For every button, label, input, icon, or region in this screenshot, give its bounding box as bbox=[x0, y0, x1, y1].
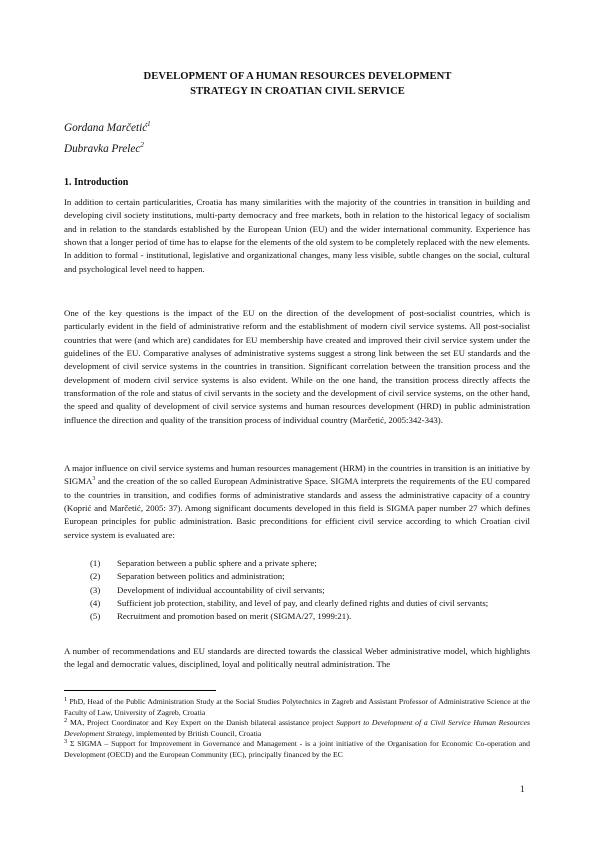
author-name: Dubravka Prelec bbox=[64, 143, 141, 155]
list-text: Separation between a public sphere and a private sphere; bbox=[117, 558, 317, 568]
footnote-mark: 3 bbox=[64, 738, 68, 745]
list-text: Development of individual accountability of civil servants; bbox=[117, 584, 325, 595]
paragraph-3-text-a: A major influence on civil service systems and human resources management (HRM) in the countries in transition is an initiative by SIGMA bbox=[64, 463, 530, 487]
footnote-text: , implemented by British Council, Croatia bbox=[132, 728, 262, 738]
paragraph-2: One of the key questions is the impact of the EU on the direction of the development of post-socialist countries, which is particularly evident in the field of administrative reform and the establishment of modern civil service systems. All post-socialist countries that were (and which are) candidates for EU membership have created and improved their civil service system under the guidelines of the EU. Comparative analyses of administrative systems suggest a strong link between the set EU standards and the development of civil service systems in the countries in transition. Significant correlation between the transition process and the development of modern civil service systems is also evident. While on the one hand, the transition process directly affects the transformation of the role and status of civil servants in the society and the development of civil service systems, on the other hand, the speed and quality of development of civil service systems and human resources development (HRD) in public administration influence the direction and quality of the transition process of individual country (Marčetić, 2005:342-343). bbox=[64, 308, 530, 425]
list-text: Recruitment and promotion based on merit (SIGMA/27, 1999:21). bbox=[117, 611, 352, 622]
list-item bbox=[64, 584, 530, 597]
footnote-text: MA, Project Coordinator and Key Expert on the Danish bilateral assistance project bbox=[67, 718, 337, 727]
paragraph-3-text-b: and the creation of the so called European Administrative Space. SIGMA interprets the requirements of the EU compared to the countries in transition, and codifies forms of administrative standards and assess the administrative capacity of a country (Koprić and Marčetić, 2005: 37). Among significant documents developed in this field is SIGMA paper number 27 which defines European principles for public administration. Basic preconditions for efficient civil service according to which Croatian civil service system is evaluated are: bbox=[64, 476, 530, 540]
footnote-mark: 2 bbox=[64, 717, 68, 724]
list-number: (3) bbox=[90, 584, 101, 595]
footnote-1 bbox=[64, 697, 530, 718]
author-2 bbox=[64, 137, 151, 158]
paper-title bbox=[60, 69, 535, 99]
list-text: Separation between politics and administration; bbox=[117, 571, 285, 582]
page-number: 1 bbox=[520, 785, 525, 795]
list-item bbox=[64, 557, 530, 570]
author-1 bbox=[64, 116, 151, 137]
list-number: (4) bbox=[90, 598, 101, 609]
paragraph-1: In addition to certain particularities, Croatia has many similarities with the majority of the countries in transition in building and developing civil society institutions, multi-party democracy and free markets, both in relation to the historical legacy of socialism and in relation to the standards established by the European Union (EU) and the wider international community. Experience has shown that a longer period of time has to elapse for the elements of the old system to be completely replaced with the new elements. In addition to formal - institutional, legislative and organizational changes, many less visible, subtle changes on the social, cultural and psychological level need to happen. bbox=[64, 197, 530, 274]
footnote-3 bbox=[64, 739, 530, 760]
footnote-text: PhD, Head of the Public Administration Study at the Social Studies Polytechnics in Zagreb and Assistant Professor of Administrative Science at the Faculty of Law, University of Zagreb, Croatia bbox=[64, 697, 530, 717]
project-title: Support to Development of a Civil Service Human Resources Development Strategy bbox=[64, 718, 530, 738]
author-list bbox=[64, 116, 151, 158]
paragraph-4: A number of recommendations and EU standards are directed towards the classical Weber administrative model, which highlights the legal and democratic values, disciplined, loyal and politically neutral administration. The bbox=[64, 646, 530, 670]
list-text: Sufficient job protection, stability, and level of pay, and clearly defined rights and duties of civil servants; bbox=[117, 598, 489, 609]
list-number: (5) bbox=[90, 611, 101, 622]
author-name: Gordana Marčetić bbox=[64, 122, 148, 134]
paragraph-3 bbox=[64, 462, 530, 542]
footnote-mark[interactable]: 1 bbox=[147, 120, 151, 128]
section-heading: 1. Introduction bbox=[64, 177, 129, 188]
list-item bbox=[64, 570, 530, 583]
preconditions-list bbox=[64, 557, 530, 624]
footnote-mark[interactable]: 3 bbox=[92, 476, 96, 483]
list-number: (1) bbox=[90, 558, 101, 568]
footnote-text: Σ SIGMA – Support for Improvement in Governance and Management - is a joint initiative of the Organisation for Economic Co-operation and Development (OECD) and the European Community (EC), principally financed by the EC bbox=[64, 739, 530, 759]
list-number: (2) bbox=[90, 571, 101, 582]
title-line-2: STRATEGY IN CROATIAN CIVIL SERVICE bbox=[190, 86, 405, 97]
footnote-mark: 1 bbox=[64, 696, 68, 703]
list-item bbox=[64, 597, 530, 610]
footnote-divider bbox=[64, 690, 216, 691]
footnote-mark[interactable]: 2 bbox=[140, 141, 144, 149]
footnote-2 bbox=[64, 718, 530, 739]
list-item bbox=[64, 610, 530, 623]
title-line-1: DEVELOPMENT OF A HUMAN RESOURCES DEVELOPMENT bbox=[143, 71, 452, 82]
